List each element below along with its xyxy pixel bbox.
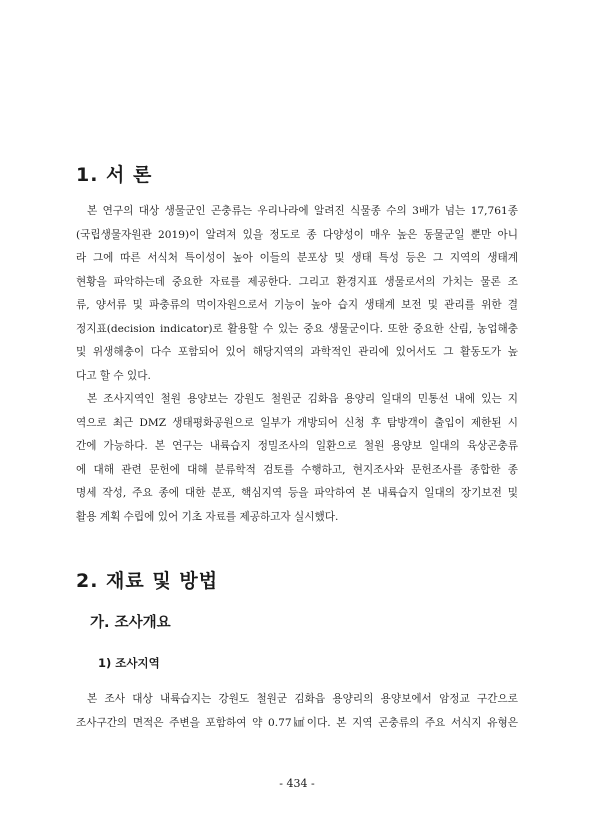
text-line: 본 조사지역인 철원 용양보는 강원도 철원군 김화읍 용양리 일대의 민통선 내에 있는 지: [87, 393, 518, 405]
text-line: 명세 작성, 주요 종에 대한 분포, 핵심지역 등을 파악하여 본 내륙습지 일대의 장기보전 및: [76, 487, 518, 499]
section-1-paragraph-1: [76, 200, 518, 388]
section-2-paragraph-1: [76, 688, 518, 735]
text-line: 에 대해 관련 문헌에 대해 분류학적 검토를 수행하고, 현지조사와 문헌조사를 종합한 종: [76, 463, 518, 476]
text-line: 류, 양서류 및 파충류의 먹이자원으로서 기능이 높아 습지 생태계 보전 및 관리를 위한 결: [76, 299, 518, 311]
section-2-title: 2. 재료 및 방법: [76, 570, 219, 592]
text-line: 라 그에 따른 서식처 특이성이 높아 이들의 분포상 및 생태 특성 등은 그 지역의 생태계: [76, 252, 518, 264]
text-line: 정지표(decision indicator)로 활용할 수 있는 중요 생물군이다. 또한 중요한 산림, 농업해충: [76, 322, 518, 335]
text-line: 간에 가능하다. 본 연구는 내륙습지 정밀조사의 일환으로 철원 용양보 일대의 육상곤충류: [76, 440, 518, 452]
section-2-subtitle: 가. 조사개요: [90, 615, 171, 631]
text-line: (국립생물자원관 2019)이 알려져 있을 정도로 종 다양성이 매우 높은 동물군일 뿐만 아니: [76, 228, 518, 241]
text-line: 활용 계획 수립에 있어 기초 자료를 제공하고자 실시했다.: [76, 510, 339, 523]
section-2-subsubtitle: 1) 조사지역: [98, 656, 160, 670]
text-line: 본 연구의 대상 생물군인 곤충류는 우리나라에 알려진 식물종 수의 3배가 넘는 17,761종: [87, 205, 518, 217]
text-line: 현황을 파악하는데 중요한 자료를 제공한다. 그리고 환경지표 생물로서의 가치는 물론 조: [76, 275, 518, 288]
text-line: 역으로 최근 DMZ 생태평화공원으로 일부가 개방되어 신청 후 탐방객이 출입이 제한된 시: [76, 416, 518, 429]
text-line: 및 위생해충이 다수 포함되어 있어 해당지역의 과학적인 관리에 있어서도 그 활동도가 높: [76, 346, 518, 358]
section-1-paragraph-2: [76, 388, 518, 529]
text-line: 조사구간의 면적은 주변을 포함하여 약 0.77㎢이다. 본 지역 곤충류의 주요 서식지 유형은: [76, 716, 518, 729]
text-line: 다고 할 수 있다.: [76, 369, 151, 382]
section-1-title: 1. 서 론: [76, 164, 153, 186]
text-line: 본 조사 대상 내륙습지는 강원도 철원군 김화읍 용양리의 용양보에서 암정교 구간으로: [87, 693, 518, 705]
page-number: - 434 -: [279, 777, 315, 790]
